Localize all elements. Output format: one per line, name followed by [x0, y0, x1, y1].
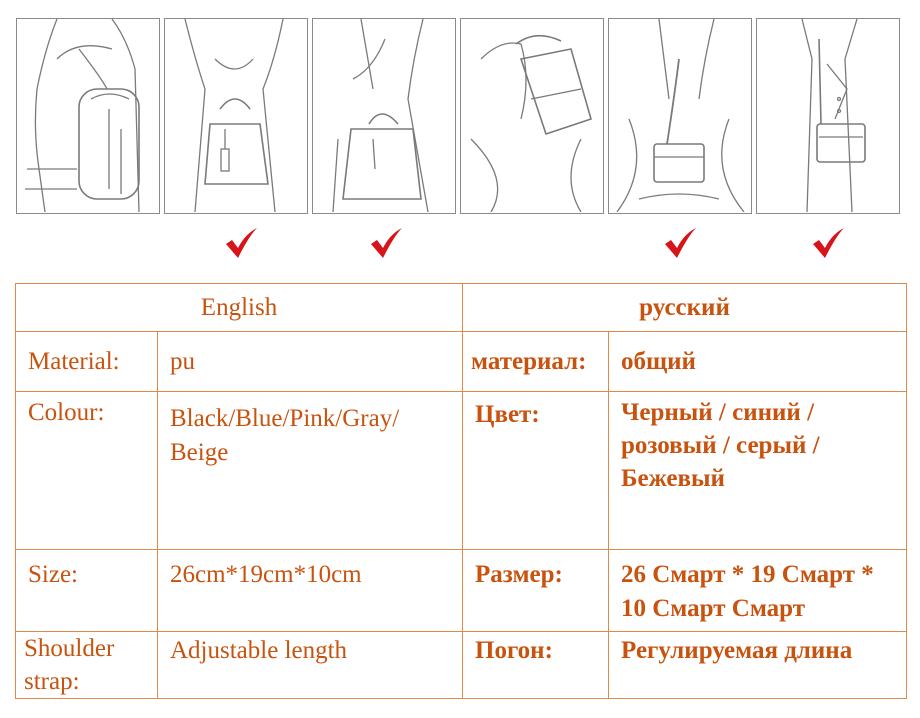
checkmark-icon — [223, 226, 259, 260]
label-colour-en: Colour: — [16, 392, 158, 550]
value-colour-ru: Черный / синий / розовый / серый / Бежевый — [609, 392, 907, 550]
table-row-size — [16, 550, 907, 632]
value-strap-ru: Регулируемая длина — [609, 632, 907, 699]
backpack-illustration — [16, 18, 160, 214]
value-size-ru: 26 Смарт * 19 Смарт * 10 Смарт Смарт — [609, 550, 907, 632]
table-row-material — [16, 332, 907, 392]
label-material-en: Material: — [16, 332, 158, 392]
tote-bag-illustration — [312, 18, 456, 214]
label-colour-ru: Цвет: — [463, 392, 609, 550]
value-material-en: pu — [158, 332, 463, 392]
usage-illustrations — [0, 0, 920, 270]
value-colour-en: Black/Blue/Pink/Gray/ Beige — [158, 392, 463, 550]
crossbody-clutch-illustration — [756, 18, 900, 214]
label-size-ru: Размер: — [463, 550, 609, 632]
checkmark-icon — [810, 226, 846, 260]
checkmark-icon — [368, 226, 404, 260]
shoulder-bag-illustration — [460, 18, 604, 214]
label-strap-ru: Погон: — [463, 632, 609, 699]
value-size-en: 26cm*19cm*10cm — [158, 550, 463, 632]
value-strap-en: Adjustable length — [158, 632, 463, 699]
top-handle-bag-illustration — [164, 18, 308, 214]
table-header-row — [16, 284, 907, 332]
header-russian: русский — [463, 284, 907, 332]
table-row-shoulder-strap — [16, 632, 907, 699]
checkmark-icon — [662, 226, 698, 260]
label-material-ru: материал: — [463, 332, 609, 392]
label-size-en: Size: — [16, 550, 158, 632]
crossbody-bag-illustration — [608, 18, 752, 214]
header-english: English — [16, 284, 463, 332]
spec-table — [15, 283, 907, 699]
value-material-ru: общий — [609, 332, 907, 392]
label-strap-en: Shoulder strap: — [16, 632, 158, 699]
table-row-colour — [16, 392, 907, 550]
